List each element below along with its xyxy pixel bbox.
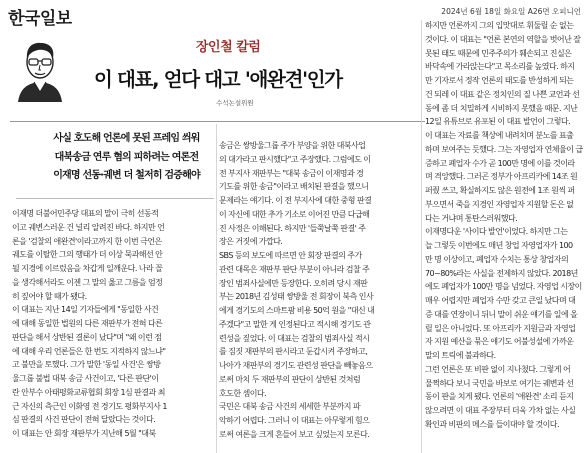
dateline: 2024년 6월 18일 화요일 A26면 오피니언 bbox=[441, 7, 581, 16]
body-text-line: 하지만 언론까지 그의 입맛대로 휘둘릴 순 없는 bbox=[425, 21, 574, 30]
body-text-line: 만 명 이상이고, 폐업자 수치는 통상 창업자의 bbox=[425, 254, 569, 264]
body-text-line: 하며 보여주는 듯했다. 그는 자영업자 연체율이 급 bbox=[425, 144, 583, 154]
body-text-line: 부는 2018년 김성태 쌍방울 전 회장이 북측 인사 bbox=[219, 292, 374, 302]
body-text-line: 론을 '검찰의 애완견'이라고까지 한 이번 극언은 bbox=[12, 236, 162, 246]
body-text-line: 장은 거짓에 가깝다. bbox=[219, 237, 283, 247]
body-text-line: 호도한 셈이다. bbox=[219, 388, 267, 398]
body-text-line: 국민은 대북 송금 사건의 세세한 부분까지 파 bbox=[219, 402, 361, 412]
body-text-line: 자 지원 예산을 묶은 얘기도 어불성설에 가까운 bbox=[425, 337, 574, 347]
body-text-line: 히 짚어야 할 때가 됐다. bbox=[12, 291, 87, 301]
body-text-line: 이재명다운 '사이다 발언'이었다. 하지만 그는 bbox=[425, 227, 568, 237]
column-divider bbox=[216, 124, 217, 453]
body-text-line: 를 짐짓 재판부의 판시라고 둔갑시켜 주장하고, bbox=[219, 347, 368, 357]
body-text-line: 증 대를 연장이니 뒤니 말이 쉬운 얘기를 일에 올 bbox=[425, 309, 578, 319]
body-text-line: 궤도를 이탈한 그의 행태가 더 이상 묵과해선 안 bbox=[12, 250, 163, 260]
body-column-1 bbox=[12, 207, 214, 441]
body-text-line: 나아가 재판부의 경기도 관련성 판단을 빼놓음으 bbox=[219, 361, 373, 370]
body-text-line: 이 대표는 자료를 책상에 내려치며 분노를 표출 bbox=[425, 131, 574, 140]
body-text-line: 못된 태도 때문에 민주주의가 훼손되고 진실은 bbox=[425, 48, 572, 58]
body-text-line: 근 자신의 측근인 이화영 전 경기도 평화부지사 1 bbox=[12, 401, 167, 411]
body-text-line: 이 대표는 지난 14일 기자들에게 "동일한 사건 bbox=[12, 305, 159, 315]
body-text-line: 부으면서 죽을 지경인 자영업자 지원할 돈은 없 bbox=[425, 199, 574, 209]
body-text-line: 에 대해 우리 언론들은 한 번도 지적하지 않느냐" bbox=[12, 346, 166, 356]
body-text-line: 고 불만을 토했다. 그가 말한 '동일 사건'은 쌍방 bbox=[12, 360, 161, 370]
summary-line: 사실 호도해 언론에 못된 프레임 씌워 bbox=[53, 133, 200, 144]
summary-divider bbox=[16, 198, 214, 199]
body-text-line: 동이 판을 치게 됐다. 언론의 '애완견' 소리 듣지 bbox=[425, 392, 574, 402]
body-text-line: 전 부지사 재판부는 "대북 송금이 이재명과 경 bbox=[219, 168, 364, 178]
body-text-line: 에게 경기도의 스마트팜 비용 50억 원을 "대신 내 bbox=[219, 306, 375, 315]
body-text-line: 12일 유튜브로 유포된 이 대표 발언이 그렇다. bbox=[425, 117, 571, 127]
body-text-line: 장인 범죄사실에만 등장한다. 오히려 당시 재판 bbox=[219, 278, 368, 288]
body-text-line: 증하고 폐업자 수가 곧 100만 명에 이를 것이라 bbox=[425, 158, 575, 168]
body-text-line: 이 자신에 대한 추가 기소로 이어진 만큼 다급해 bbox=[219, 209, 370, 219]
body-text-line: 동에 좀 더 치밀하게 시비하지 못했음 때문. 지난 bbox=[425, 103, 578, 113]
body-text-line: 송금은 쌍방울그룹 주가 부양을 위한 대북사업 bbox=[219, 141, 366, 150]
body-text-line: 70~80%라는 사실을 전제하지 않았다. 2018년 bbox=[425, 268, 578, 278]
body-text-line: 기도를 위한 송금"이라고 배치된 판결을 했으니 bbox=[219, 182, 369, 192]
summary-box bbox=[44, 130, 209, 186]
body-text-line: 만 기자로서 정작 언론의 태도를 반성하게 되는 bbox=[425, 76, 574, 85]
body-text-line: 판단을 해서 상반된 결론이 났다"며 "왜 이런 점 bbox=[12, 332, 162, 342]
summary-line: 이재명 선동·궤변 더 철저히 검증해야 bbox=[53, 170, 200, 181]
body-text-line: 확인과 비판의 메스를 들이대야 할 것이다. bbox=[425, 419, 559, 429]
newspaper-logo: 한국일보 bbox=[8, 9, 72, 29]
summary-line: 대북송금 연루 혐의 피하려는 여론전 bbox=[54, 151, 199, 163]
body-text-line: 이 대표는 안 회장 재판부가 지난해 5월 "대북 bbox=[12, 429, 156, 438]
body-text-line: 늘 그렇듯 이번에도 매년 창업 자영업자가 100 bbox=[425, 241, 573, 250]
body-text-line: 퍼줬 쓰고, 확실하지도 않은 원전에 1조 원씩 퍼 bbox=[425, 186, 575, 195]
author-portrait bbox=[14, 38, 66, 102]
body-text-line: 그런 언론은 또 비판 없이 지나쳤다. 그렇게 어 bbox=[425, 364, 571, 374]
body-text-line: 진 사정은 이해된다. 하지만 '들쭉날쭉 판결' 주 bbox=[219, 223, 366, 233]
headline: 이 대표, 얻다 대고 '애완견'인가 bbox=[94, 68, 342, 91]
author-portrait-illustration bbox=[14, 38, 66, 102]
column-divider bbox=[421, 20, 422, 453]
body-text-line: 련성을 짚었다. 이 대표는 검찰의 범죄사실 적시 bbox=[219, 333, 370, 343]
column-label: 장인철 칼럼 bbox=[196, 40, 261, 55]
header-divider bbox=[10, 121, 425, 122]
body-text-line: 로써 마치 두 재판부의 판단이 상반된 것처럼 bbox=[219, 374, 361, 384]
body-text-line: 악하기 어렵다. 그러니 이 대표는 아무렇게 힘으 bbox=[219, 416, 370, 425]
body-text-line: 매우 어렵지만 폐업자 수만 갖고 큰일 났다며 대 bbox=[425, 296, 576, 305]
body-text-line: 말의 트릭에 불과하다. bbox=[425, 351, 496, 360]
body-text-line: SBS 등의 보도에 따르면 안 회장 판결의 주가 bbox=[219, 251, 362, 260]
body-text-line: 이고 궤변스러운 건 널리 알려진 바다. 하지만 언 bbox=[12, 222, 165, 232]
body-text-line: 건 되레 이 대표 같은 정치인의 질 나쁜 교언과 선 bbox=[425, 89, 580, 99]
body-column-3 bbox=[425, 19, 583, 432]
body-text-line: 심 판결의 사건 판단이 전혀 달랐다는 것이다. bbox=[12, 415, 156, 425]
body-text-line: 문제라는 얘기다. 이 전 부지사에 대한 중형 판결 bbox=[219, 196, 372, 205]
body-text-line: 될 지경에 이르렀음을 차갑게 일깨운다. 나라 꼴 bbox=[12, 264, 163, 273]
body-text-line: 의 대가라고 판시했다"고 주장했다. 그럼에도 이 bbox=[219, 154, 371, 164]
body-text-line: 주겠다"고 말한 게 인정된다고 적시해 경기도 관 bbox=[219, 319, 371, 329]
body-text-line: 에 대해 동일한 법원의 다른 재판부가 전혀 다른 bbox=[12, 319, 163, 328]
byline: 수석논설위원 bbox=[216, 99, 254, 107]
body-text-line: 울그룹 불법 대북 송금 사건이고, '다른 판단'이 bbox=[12, 374, 159, 383]
body-text-line: 물쩍하다 보니 국민을 바보로 여기는 궤변과 선 bbox=[425, 378, 574, 388]
body-text-line: 에도 폐업자가 100만 명을 넘었다. 자영업 시장이 bbox=[425, 282, 582, 292]
body-text-line: 관련 대목은 재판부 판단 부분이 아니라 검찰 주 bbox=[219, 264, 370, 274]
body-text-line: 을 생각해서라도 이젠 그 말의 옳고 그름을 엄정 bbox=[12, 277, 163, 287]
body-column-2 bbox=[219, 139, 419, 442]
body-text-line: 다는 거냐며 통탄스러워했다. bbox=[425, 213, 518, 223]
body-text-line: 로써 여론을 크게 흔들어 보고 싶었는지 모른다. bbox=[219, 429, 370, 439]
body-text-line: 며 격앙했다. 그러곤 정부가 아프리카에 14조 원 bbox=[425, 172, 578, 182]
body-text-line: 란 안부수 아태평화교류협회 회장 1심 판결과 최 bbox=[12, 387, 165, 397]
body-text-line: 릴 일은 아니었다. 또 아프리카 지원금과 자영업 bbox=[425, 323, 576, 333]
body-text-line: 이재명 더불어민주당 대표의 말이 극히 선동적 bbox=[12, 209, 159, 218]
body-text-line: 것이다. 이 대표는 "언론 본연의 역할을 벗어난 잘 bbox=[425, 34, 581, 44]
body-text-line: 바닥속에 가라앉는다"고 목소리를 높였다. 하지 bbox=[425, 62, 575, 72]
body-text-line: 않으려면 이 대표 주장부터 더욱 가차 없는 사실 bbox=[425, 406, 576, 415]
